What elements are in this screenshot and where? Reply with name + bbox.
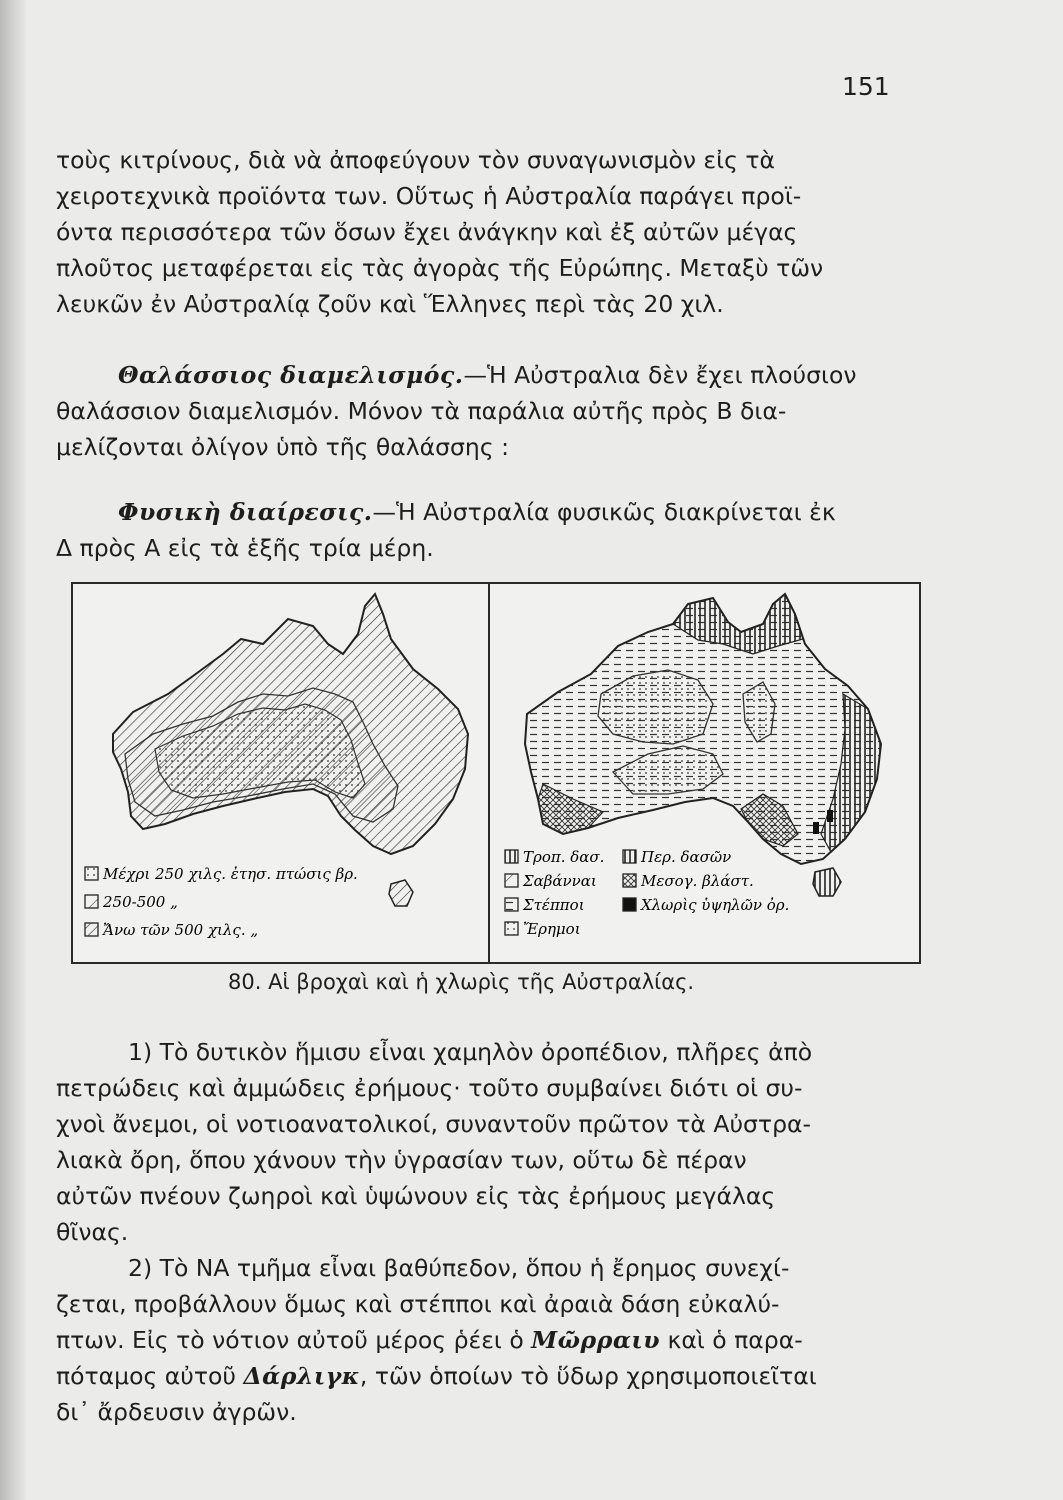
division-heading: Φυσικὴ διαίρεσις. <box>118 498 373 526</box>
page-number: 151 <box>842 72 890 101</box>
text-line: 2) Τὸ ΝΑ τμῆμα εἶναι βαθύπεδον, ὅπου ἡ ἔρημος συνεχί- <box>128 1254 790 1282</box>
rainfall-map <box>85 594 468 936</box>
veg-legend-4: Ἔρημοι <box>523 920 581 938</box>
coast-paragraph-first-line <box>118 357 936 393</box>
text-line: δι᾿ ἄρδευσιν ἀγρῶν. <box>56 1398 297 1426</box>
text-line: χειροτεχνικὰ προϊόντα των. Οὕτως ἡ Αὐστραλία παράγει προϊ- <box>56 182 802 210</box>
river-darling: Δάρλιγκ <box>243 1362 360 1390</box>
figure-caption: 80. Αἱ βροχαὶ καὶ ἡ χλωρὶς τῆς Αὐστραλίας. <box>228 970 695 994</box>
paragraph-2 <box>56 1250 936 1430</box>
rain-legend-2: 250-500 „ <box>103 893 178 911</box>
text-line: μελίζονται ὀλίγον ὑπὸ τῆς θαλάσσης : <box>56 433 510 461</box>
text-line: —Ἡ Αὐστραλία φυσικῶς διακρίνεται ἐκ <box>372 498 836 526</box>
page-binding-edge <box>0 0 26 1500</box>
rain-legend-3: Ἄνω τῶν 500 χιλς. „ <box>103 921 259 939</box>
veg-legend-6: Μεσογ. βλάστ. <box>641 872 754 890</box>
text-line: ζεται, προβάλλουν ὅμως καὶ στέπποι καὶ ἀραιὰ δάση εὐκαλύ- <box>56 1290 780 1318</box>
text-line: πτων. Εἰς τὸ νότιον αὐτοῦ μέρος ῥέει ὁ <box>56 1326 532 1354</box>
rain-legend-1: Μέχρι 250 χιλς. ἐτησ. πτώσις βρ. <box>103 865 358 883</box>
veg-legend-5: Περ. δασῶν <box>641 848 732 866</box>
text-line: πόταμος αὐτοῦ <box>56 1362 244 1390</box>
maps-illustration <box>73 584 919 962</box>
text-line: όντα περισσότερα τῶν ὅσων ἔχει ἀνάγκην καὶ ἐξ αὐτῶν μέγας <box>56 218 798 246</box>
text-line: χνοὶ ἄνεμοι, οἱ νοτιοανατολικοί, συναντοῦν πρῶτον τὰ Αὐστρα- <box>56 1110 811 1138</box>
paragraph-1 <box>56 1034 936 1250</box>
text-line: θαλάσσιον διαμελισμόν. Μόνον τὰ παράλια αὐτῆς πρὸς Β δια- <box>56 397 787 425</box>
division-paragraph-first-line <box>118 494 936 530</box>
text-line: , τῶν ὁποίων τὸ ὕδωρ χρησιμοποιεῖται <box>359 1362 817 1390</box>
river-murray: Μῶρραιυ <box>531 1326 661 1354</box>
coast-paragraph <box>56 393 936 465</box>
division-paragraph <box>56 530 936 566</box>
veg-legend-1: Τροπ. δασ. <box>523 848 605 866</box>
text-line: —Ἡ Αὐστραλια δὲν ἔχει πλούσιον <box>463 361 857 389</box>
figure-maps <box>71 582 921 964</box>
veg-legend-3: Στέπποι <box>523 896 585 914</box>
text-line: αὐτῶν πνέουν ζωηροὶ καὶ ὑψώνουν εἰς τὰς ἐρήμους μεγάλας <box>56 1182 776 1210</box>
veg-legend-7: Χλωρὶς ὑψηλῶν ὀρ. <box>641 896 790 914</box>
coast-heading: Θαλάσσιος διαμελισμός. <box>118 361 464 389</box>
text-line: καὶ ὁ παρα- <box>660 1326 803 1354</box>
text-line: 1) Τὸ δυτικὸν ἥμισυ εἶναι χαμηλὸν ὀροπέδιον, πλῆρες ἀπὸ <box>128 1038 813 1066</box>
text-line: λιακὰ ὄρη, ὅπου χάνουν τὴν ὑγρασίαν των, οὕτω δὲ πέραν <box>56 1146 747 1174</box>
text-line: Δ πρὸς Α εἰς τὰ ἑξῆς τρία μέρη. <box>56 534 434 562</box>
text-line: θῖνας. <box>56 1218 129 1246</box>
text-line: λευκῶν ἐν Αὐστραλίᾳ ζοῦν καὶ Ἕλληνες περὶ τὰς 20 χιλ. <box>56 290 724 318</box>
text-line: τοὺς κιτρίνους, διὰ νὰ ἀποφεύγουν τὸν συναγωνισμὸν εἰς τὰ <box>56 146 775 174</box>
text-line: πετρώδεις καὶ ἀμμώδεις ἐρήμους· τοῦτο συμβαίνει διότι οἱ συ- <box>56 1074 803 1102</box>
veg-legend-2: Σαβάνναι <box>523 872 597 890</box>
intro-paragraph <box>56 142 936 322</box>
text-line: πλοῦτος μεταφέρεται εἰς τὰς ἀγορὰς τῆς Εὐρώπης. Μεταξὺ τῶν <box>56 254 824 282</box>
